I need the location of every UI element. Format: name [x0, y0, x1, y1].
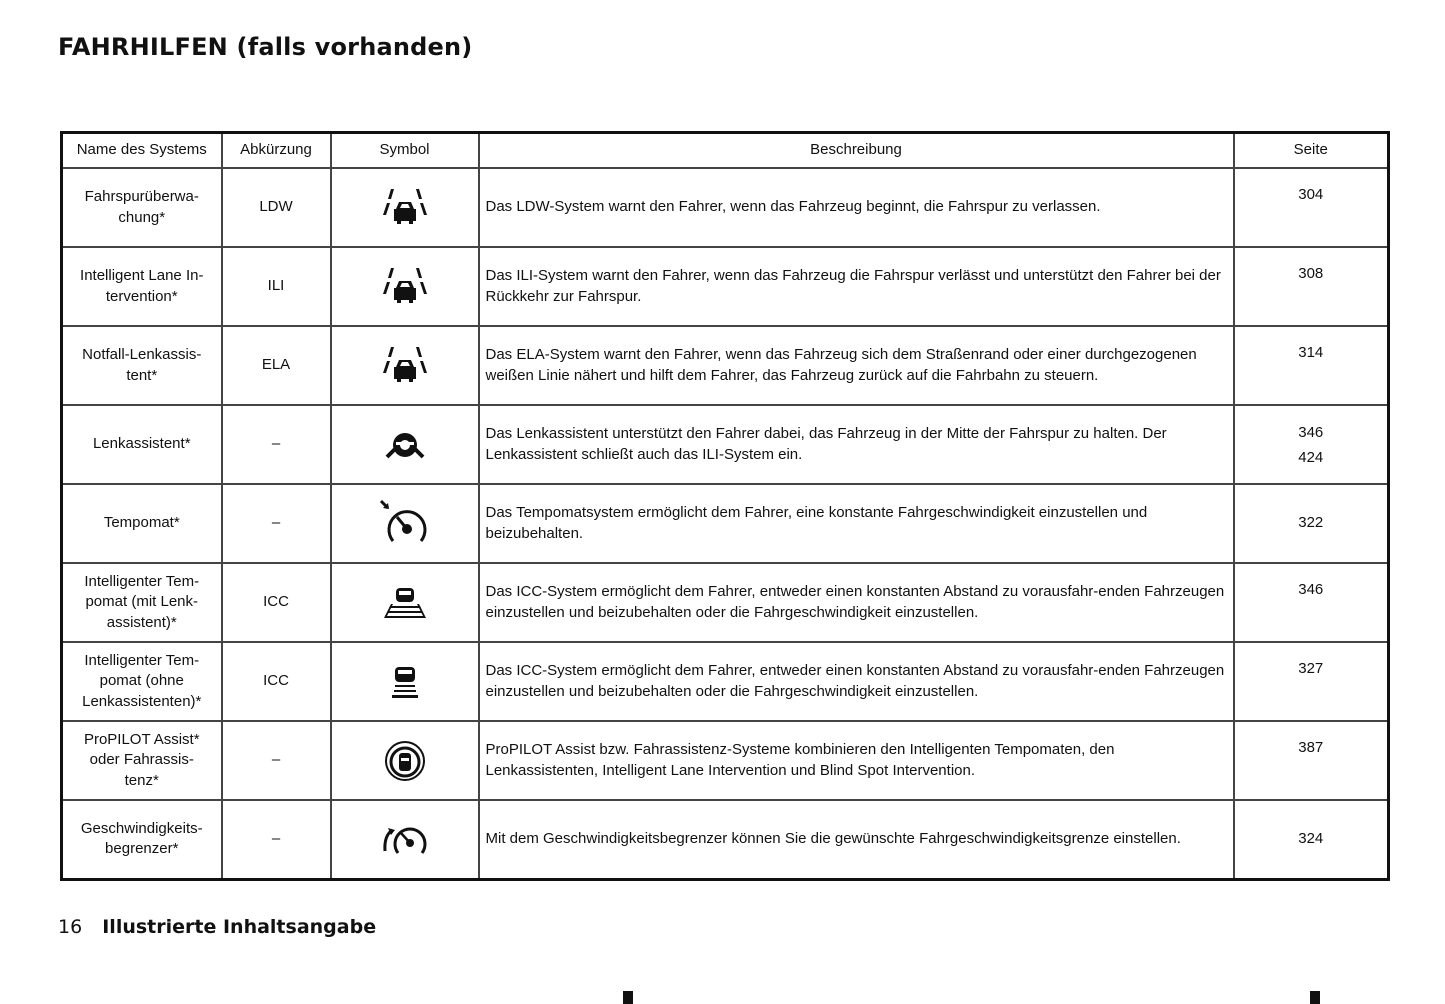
cruise-control-icon: [338, 499, 472, 549]
system-name: [62, 247, 222, 326]
system-name: [62, 563, 222, 642]
system-name-text: Fahrspurüberwa- chung*: [84, 188, 199, 226]
system-name: [62, 721, 222, 800]
abbreviation: –: [222, 484, 331, 563]
symbol-cell: [331, 721, 479, 800]
system-name: [62, 405, 222, 484]
page-cell: [1234, 563, 1389, 642]
system-name: [62, 168, 222, 247]
table-header-row: [62, 133, 1389, 169]
header-name: Name des Systems: [62, 133, 222, 169]
system-name-text: Intelligenter Tem- pomat (ohne Lenkassistenten)*: [82, 651, 202, 710]
page-cell: [1234, 800, 1389, 879]
system-name-text: Intelligenter Tem- pomat (mit Lenk- assistent)*: [84, 572, 200, 631]
page-number: 16: [58, 915, 83, 938]
driver-assist-table: [60, 131, 1390, 881]
section-title: Illustrierte Inhaltsangabe: [102, 915, 377, 938]
system-name-text: Geschwindigkeits- begrenzer*: [80, 819, 203, 858]
page-cell: [1234, 247, 1389, 326]
table-row: [62, 326, 1389, 405]
header-abbreviation: Abkürzung: [222, 133, 331, 169]
speed-limiter-icon: [338, 819, 472, 859]
page-reference: 304: [1298, 186, 1324, 203]
description: ProPILOT Assist bzw. Fahrassistenz-Systeme kombinieren den Intelligenten Tempomaten, den Lenkassistenten, Intelligent Lane Intervention und Blind Spot Intervention.: [479, 721, 1234, 800]
system-name: [62, 800, 222, 879]
description: Mit dem Geschwindigkeitsbegrenzer können Sie die gewünschte Fahrgeschwindigkeitsgrenze einstellen.: [479, 800, 1234, 879]
description: Das ICC-System ermöglicht dem Fahrer, entweder einen konstanten Abstand zu vorausfahr-enden Fahrzeugen einzustellen und beizubehalten oder die Fahrgeschwindigkeit einzustellen.: [479, 642, 1234, 721]
symbol-cell: [331, 247, 479, 326]
abbreviation: ICC: [222, 563, 331, 642]
page-reference: 424: [1298, 449, 1324, 466]
system-name-text: Intelligent Lane In- tervention*: [80, 267, 204, 305]
lane-departure-icon: [338, 345, 472, 387]
page-title: FAHRHILFEN (falls vorhanden): [58, 33, 473, 61]
header-page: Seite: [1234, 133, 1389, 169]
abbreviation: ILI: [222, 247, 331, 326]
table-row: [62, 642, 1389, 721]
page-cell: [1234, 405, 1389, 484]
abbreviation: ELA: [222, 326, 331, 405]
intelligent-cruise-icon: [338, 665, 472, 699]
page-footer: [58, 915, 1445, 959]
symbol-cell: [331, 405, 479, 484]
system-name-text: Tempomat*: [103, 514, 180, 532]
symbol-cell: [331, 642, 479, 721]
page-reference: 387: [1298, 739, 1324, 756]
table-row: [62, 168, 1389, 247]
intelligent-cruise-lanes-icon: [338, 586, 472, 620]
lane-departure-icon: [338, 187, 472, 229]
system-name-text: Notfall-Lenkassis- tent*: [82, 346, 202, 384]
symbol-cell: [331, 484, 479, 563]
table-row: [62, 721, 1389, 800]
crop-mark: [1310, 991, 1320, 1004]
table-row: [62, 484, 1389, 563]
page-reference: 324: [1298, 830, 1324, 847]
description: Das ILI-System warnt den Fahrer, wenn das Fahrzeug die Fahrspur verlässt und unterstützt den Fahrer bei der Rückkehr zur Fahrspur.: [479, 247, 1234, 326]
page-reference: 322: [1298, 514, 1324, 532]
page-reference: 314: [1298, 344, 1324, 361]
page-cell: [1234, 484, 1389, 563]
description: Das Tempomatsystem ermöglicht dem Fahrer, eine konstante Fahrgeschwindigkeit einzustellen und beizubehalten.: [479, 484, 1234, 563]
table-row: [62, 405, 1389, 484]
table-row: [62, 800, 1389, 879]
page-cell: [1234, 721, 1389, 800]
table-row: [62, 247, 1389, 326]
abbreviation: LDW: [222, 168, 331, 247]
abbreviation: –: [222, 800, 331, 879]
crop-mark: [623, 991, 633, 1004]
system-name: [62, 484, 222, 563]
system-name: [62, 326, 222, 405]
table-row: [62, 563, 1389, 642]
symbol-cell: [331, 168, 479, 247]
page-reference: 346: [1298, 581, 1324, 598]
symbol-cell: [331, 326, 479, 405]
header-symbol: Symbol: [331, 133, 479, 169]
description: Das ELA-System warnt den Fahrer, wenn das Fahrzeug sich dem Straßenrand oder einer durchgezogenen weißen Linie nähert und hilft dem Fahrer, das Fahrzeug zurück auf die Fahrbahn zu steuern.: [479, 326, 1234, 405]
lane-departure-icon: [338, 266, 472, 308]
page-cell: [1234, 168, 1389, 247]
abbreviation: –: [222, 405, 331, 484]
page-reference: 327: [1298, 660, 1324, 677]
description: Das LDW-System warnt den Fahrer, wenn das Fahrzeug beginnt, die Fahrspur zu verlassen.: [479, 168, 1234, 247]
page-cell: [1234, 642, 1389, 721]
steering-assist-icon: [338, 427, 472, 463]
page-reference: 346: [1298, 424, 1324, 441]
abbreviation: ICC: [222, 642, 331, 721]
symbol-cell: [331, 563, 479, 642]
symbol-cell: [331, 800, 479, 879]
system-name-text: ProPILOT Assist* oder Fahrassis- tenz*: [83, 730, 200, 789]
system-name: [62, 642, 222, 721]
page-cell: [1234, 326, 1389, 405]
system-name-text: Lenkassistent*: [92, 435, 191, 453]
description: Das ICC-System ermöglicht dem Fahrer, entweder einen konstanten Abstand zu vorausfahr-enden Fahrzeugen einzustellen und beizubehalten oder die Fahrgeschwindigkeit einzustellen.: [479, 563, 1234, 642]
header-description: Beschreibung: [479, 133, 1234, 169]
page-reference: 308: [1298, 265, 1324, 282]
description: Das Lenkassistent unterstützt den Fahrer dabei, das Fahrzeug in der Mitte der Fahrspur zu halten. Der Lenkassistent schließt auch das ILI-System ein.: [479, 405, 1234, 484]
abbreviation: –: [222, 721, 331, 800]
propilot-icon: [338, 739, 472, 783]
